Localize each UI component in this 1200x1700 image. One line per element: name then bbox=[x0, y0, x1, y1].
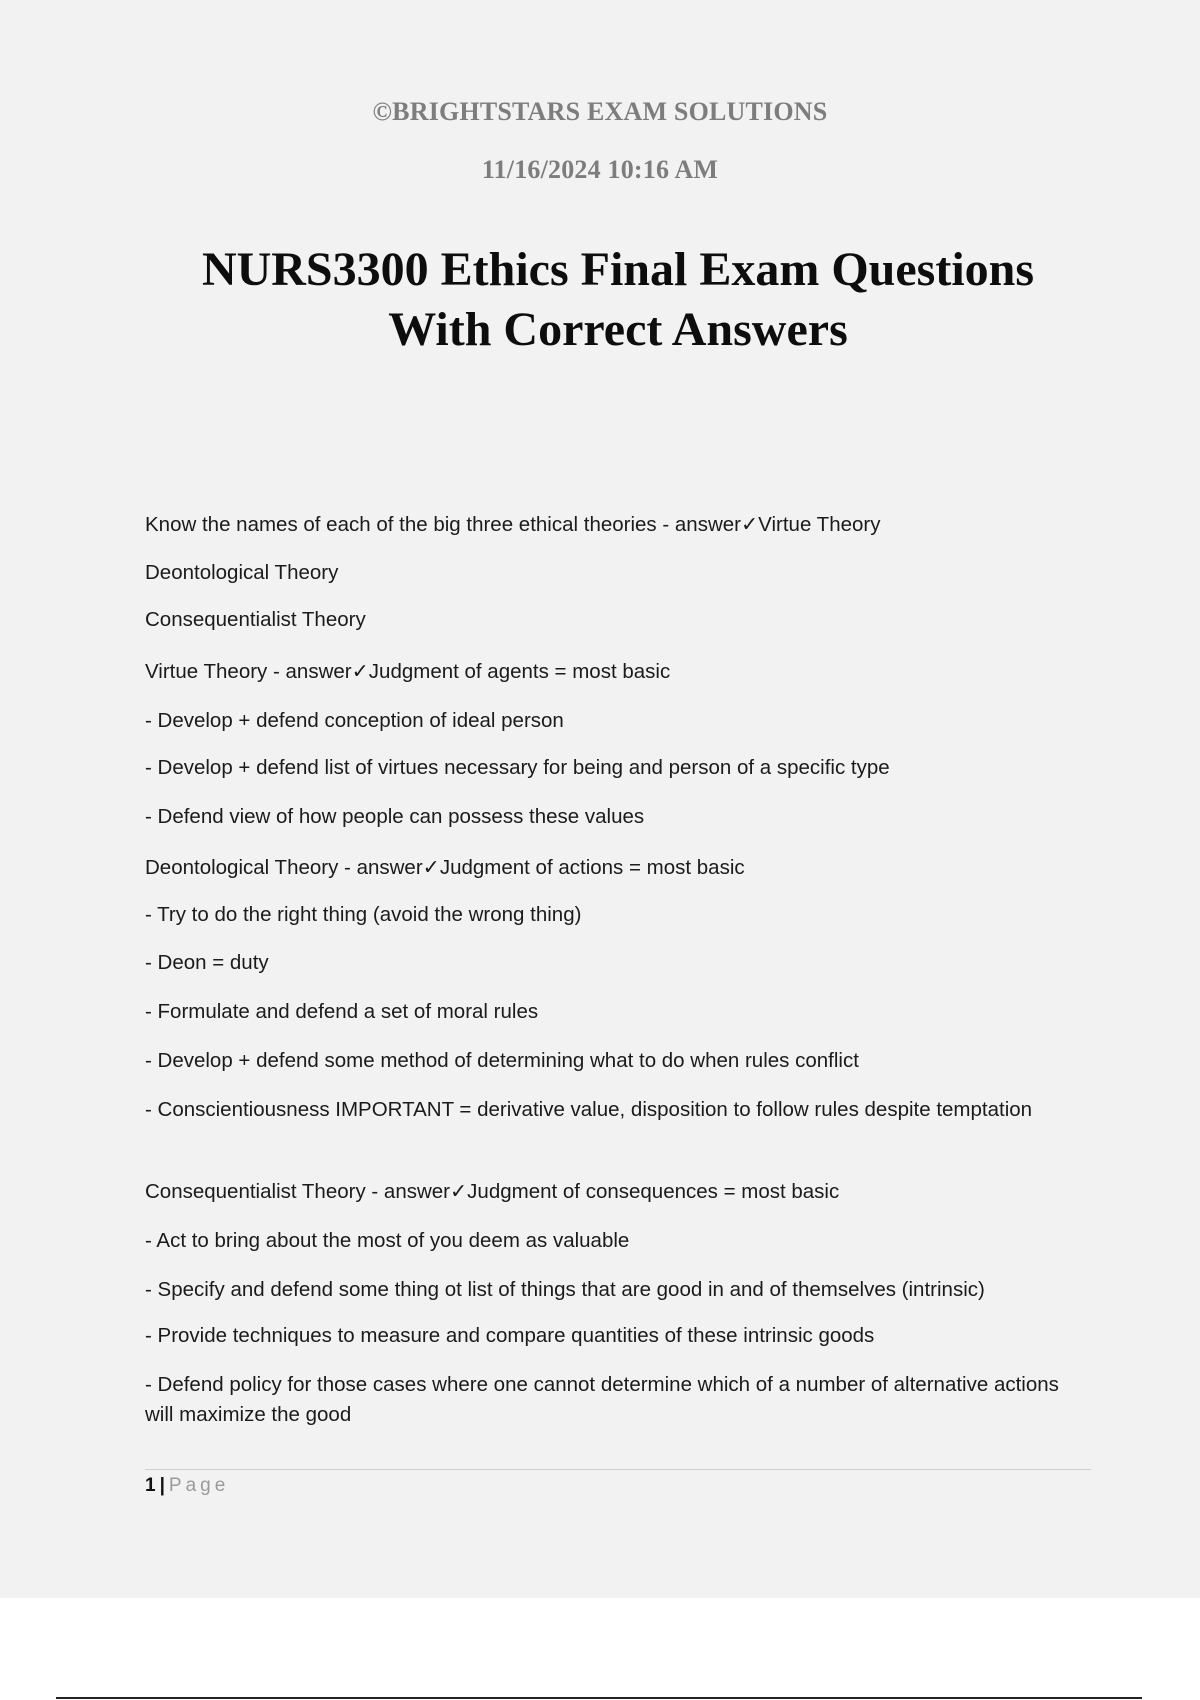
body-line: - Act to bring about the most of you deem as valuable bbox=[145, 1229, 630, 1252]
body-line: - Deon = duty bbox=[145, 951, 269, 974]
body-line: - Specify and defend some thing ot list of things that are good in and of themselves (intrinsic) bbox=[145, 1278, 985, 1301]
body-line: - Defend policy for those cases where one cannot determine which of a number of alternative actions will maximize the good bbox=[145, 1373, 1059, 1426]
page-title bbox=[0, 240, 1200, 360]
body-line: - Try to do the right thing (avoid the wrong thing) bbox=[145, 903, 582, 926]
footer-divider bbox=[145, 1469, 1091, 1470]
body-line: Virtue Theory - answer✓Judgment of agents = most basic bbox=[145, 660, 671, 683]
body-line: - Provide techniques to measure and compare quantities of these intrinsic goods bbox=[145, 1324, 875, 1347]
timestamp-header: 11/16/2024 10:16 AM bbox=[481, 155, 719, 184]
company-watermark-header: ©BRIGHTSTARS EXAM SOLUTIONS bbox=[372, 97, 828, 126]
page-number: 1 bbox=[145, 1475, 156, 1496]
body-line: Deontological Theory bbox=[145, 561, 339, 584]
body-line: - Conscientiousness IMPORTANT = derivative value, disposition to follow rules despite temptation bbox=[145, 1098, 1033, 1121]
footer-separator: | bbox=[159, 1475, 165, 1496]
page-footer bbox=[145, 1474, 229, 1498]
body-line: - Develop + defend conception of ideal person bbox=[145, 709, 564, 732]
body-line: Consequentialist Theory - answer✓Judgment of consequences = most basic bbox=[145, 1180, 840, 1203]
body-line: Know the names of each of the big three ethical theories - answer✓Virtue Theory bbox=[145, 513, 881, 536]
body-line: - Defend view of how people can possess these values bbox=[145, 805, 645, 828]
title-line-2: With Correct Answers bbox=[388, 303, 848, 356]
body-line: Deontological Theory - answer✓Judgment of actions = most basic bbox=[145, 856, 745, 879]
title-line-1: NURS3300 Ethics Final Exam Questions bbox=[201, 243, 1035, 296]
body-line: Consequentialist Theory bbox=[145, 608, 366, 631]
body-line: - Develop + defend some method of determining what to do when rules conflict bbox=[145, 1049, 859, 1072]
body-line: - Develop + defend list of virtues necessary for being and person of a specific type bbox=[145, 756, 890, 779]
body-line: - Formulate and defend a set of moral rules bbox=[145, 1000, 539, 1023]
bottom-divider bbox=[56, 1697, 1142, 1699]
page-label: Page bbox=[168, 1475, 230, 1496]
